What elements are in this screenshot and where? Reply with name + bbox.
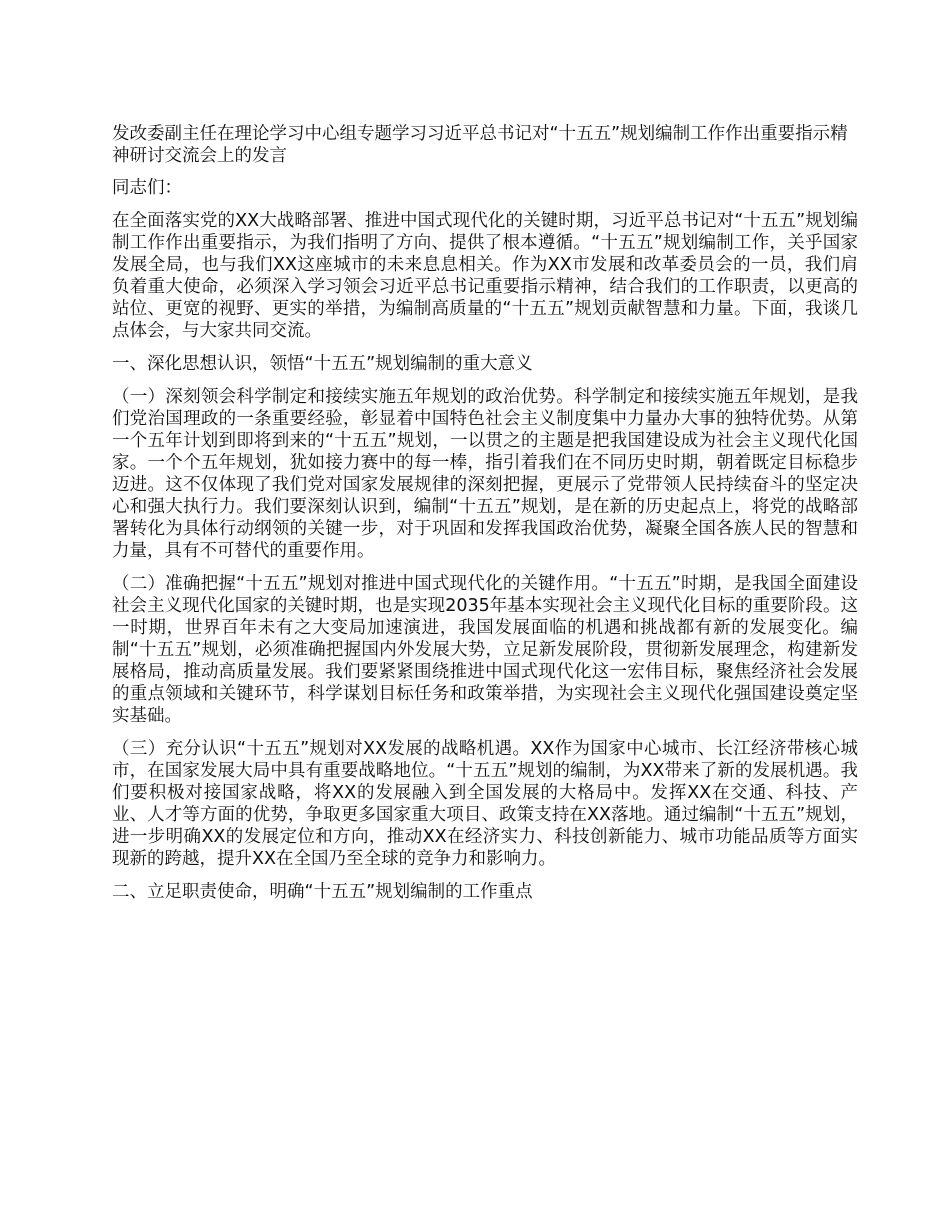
document-title: 发改委副主任在理论学习中心组专题学习习近平总书记对“十五五”规划编制工作作出重要指示精神研讨交流会上的发言 — [112, 124, 848, 166]
section-1-paragraph-2: （二）准确把握“十五五”规划对推进中国式现代化的关键作用。“十五五”时期，是我国全面建设社会主义现代化国家的关键时期，也是实现2035年基本实现社会主义现代化目标的重要阶段。这一时期，世界百年未有之大变局加速演进，我国发展面临的机遇和挑战都有新的发展变化。编制“十五五”规划，必须准确把握国内外发展大势，立足新发展阶段，贯彻新发展理念，构建新发展格局，推动高质量发展。我们要紧紧围绕推进中国式现代化这一宏伟目标，聚焦经济社会发展的重点领域和关键环节，科学谋划目标任务和政策举措，为实现社会主义现代化强国建设奠定坚实基础。 — [112, 574, 858, 726]
intro-paragraph: 在全面落实党的XX大战略部署、推进中国式现代化的关键时期，习近平总书记对“十五五”规划编制工作作出重要指示，为我们指明了方向、提供了根本遵循。“十五五”规划编制工作，关乎国家发展全局，也与我们XX这座城市的未来息息相关。作为XX市发展和改革委员会的一员，我们肩负着重大使命，必须深入学习领会习近平总书记重要指示精神，结合我们的工作职责，以更高的站位、更宽的视野、更实的举措，为编制高质量的“十五五”规划贡献智慧和力量。下面，我谈几点体会，与大家共同交流。 — [112, 211, 858, 341]
section-1-paragraph-1: （一）深刻领会科学制定和接续实施五年规划的政治优势。科学制定和接续实施五年规划，是我们党治国理政的一条重要经验，彰显着中国特色社会主义制度集中力量办大事的独特优势。从第一个五年计划到即将到来的“十五五”规划，一以贯之的主题是把我国建设成为社会主义现代化国家。一个个五年规划，犹如接力赛中的每一棒，指引着我们在不同历史时期，朝着既定目标稳步迈进。这不仅体现了我们党对国家发展规律的深刻把握，更展示了党带领人民持续奋斗的坚定决心和强大执行力。我们要深刻认识到，编制“十五五”规划，是在新的历史起点上，将党的战略部署转化为具体行动纲领的关键一步，对于巩固和发挥我国政治优势，凝聚全国各族人民的智慧和力量，具有不可替代的重要作用。 — [112, 387, 858, 561]
section-heading-2: 二、立足职责使命，明确“十五五”规划编制的工作重点 — [112, 882, 533, 902]
section-heading-1: 一、深化思想认识，领悟“十五五”规划编制的重大意义 — [112, 354, 533, 374]
salutation: 同志们： — [112, 178, 182, 198]
section-1-paragraph-3: （三）充分认识“十五五”规划对XX发展的战略机遇。XX作为国家中心城市、长江经济带核心城市，在国家发展大局中具有重要战略地位。“十五五”规划的编制，为XX带来了新的发展机遇。我们要积极对接国家战略，将XX的发展融入到全国发展的大格局中。发挥XX在交通、科技、产业、人才等方面的优势，争取更多国家重大项目、政策支持在XX落地。通过编制“十五五”规划，进一步明确XX的发展定位和方向，推动XX在经济实力、科技创新能力、城市功能品质等方面实现新的跨越，提升XX在全国乃至全球的竞争力和影响力。 — [112, 739, 858, 869]
